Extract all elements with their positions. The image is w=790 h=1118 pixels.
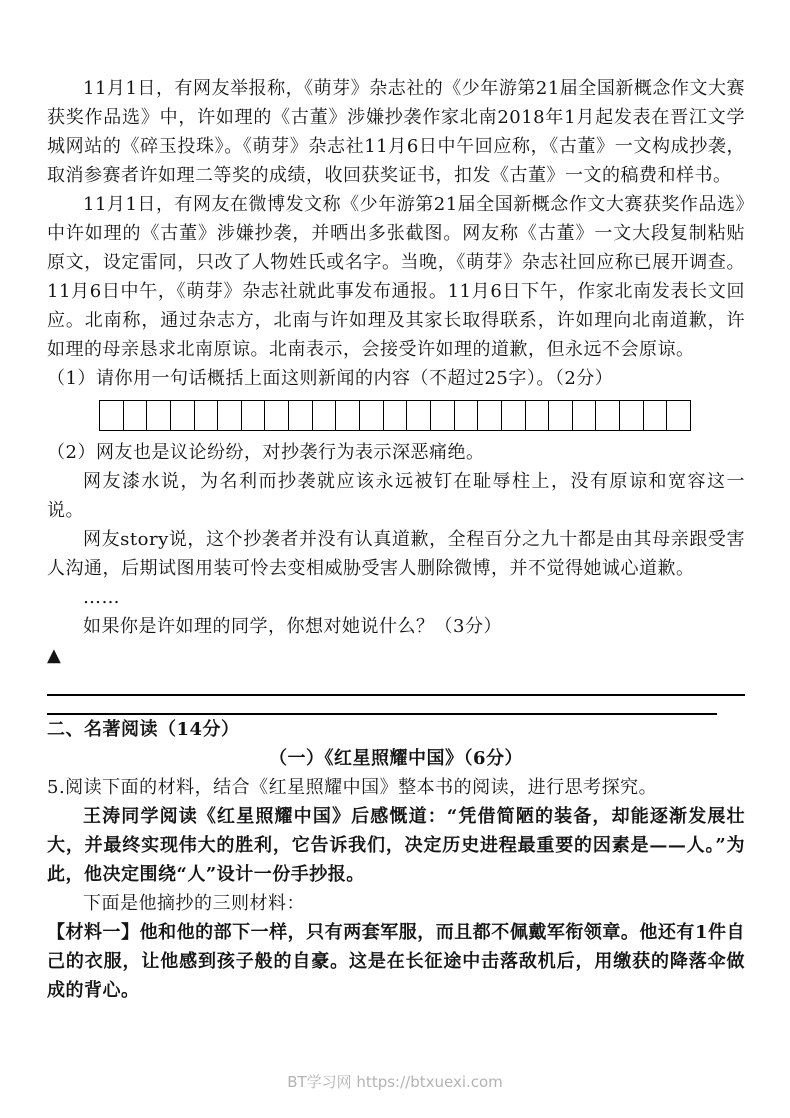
netizen-comment-1: 网友漆水说，为名利而抄袭就应该永远被钉在耻辱柱上，没有原谅和宽容这一说。 — [47, 471, 745, 521]
answer-cell[interactable] — [336, 400, 360, 431]
answer-cell[interactable] — [313, 400, 337, 431]
answer-cell[interactable] — [407, 400, 431, 431]
answer-cell[interactable] — [195, 400, 219, 431]
material-1-paragraph: 【材料一】他和他的部下一样，只有两套军服，而且都不佩戴军衔领章。他还有1件自己的衣服，让他感到孩子般的自豪。这是在长征途中击落敌机后，用缴获的降落伞做成的背心。 — [47, 922, 745, 1001]
answer-cell[interactable] — [360, 400, 384, 431]
answer-cell[interactable] — [99, 400, 124, 431]
section-2-subtitle: （一）《红星照耀中国》（6分） — [268, 748, 524, 769]
answer-cell[interactable] — [549, 400, 573, 431]
wangtao-paragraph: 王涛同学阅读《红星照耀中国》后感慨道：“凭借简陋的装备，却能逐渐发展壮大，并最终实现伟大的胜利，它告诉我们，决定历史进程最重要的因素是——人。”为此，他决定围绕“人”设计一份手抄报。 — [47, 806, 745, 885]
answer-cell[interactable] — [502, 400, 526, 431]
ellipsis-line: …… — [83, 587, 120, 608]
answer-cell[interactable] — [667, 400, 691, 431]
answer-marker-triangle: ▲ — [47, 645, 62, 666]
news-paragraph-2: 11月1日，有网友在微博发文称《少年游第21届全国新概念作文大赛获奖作品选》中许如理的《古董》涉嫌抄袭，并晒出多张截图。网友称《古董》一文大段复制粘贴原文，设定雷同，只改了人物姓氏或名字。当晚，《萌芽》杂志社回应称已展开调查。11月6日中午，《萌芽》杂志社就此事发布通报。11月6日下午，作家北南发表长文回应。北南称，通过杂志方，北南与许如理及其家长取得联系，许如理向北南道歉，许如理的母亲恳求北南原谅。北南表示，会接受许如理的道歉，但永远不会原谅。 — [47, 194, 745, 360]
answer-cell[interactable] — [171, 400, 195, 431]
answer-cell[interactable] — [124, 400, 148, 431]
answer-cell[interactable] — [242, 400, 266, 431]
question-2-intro: （2）网友也是议论纷纷，对抄袭行为表示深恶痛绝。 — [47, 442, 485, 463]
answer-cell[interactable] — [431, 400, 455, 431]
divider-line-1 — [47, 694, 745, 696]
answer-cell[interactable] — [147, 400, 171, 431]
answer-cell[interactable] — [455, 400, 479, 431]
netizen-comment-2: 网友story说，这个抄袭者并没有认真道歉，全程百分之九十都是由其母亲跟受害人沟通，后期试图用装可怜去变相威胁受害人删除微博，并不觉得她诚心道歉。 — [47, 529, 745, 579]
answer-cell[interactable] — [620, 400, 644, 431]
question-1: （1）请你用一句话概括上面这则新闻的内容（不超过25字）。（2分） — [47, 368, 614, 389]
question-2-prompt: 如果你是许如理的同学，你想对她说什么？（3分） — [83, 616, 502, 637]
answer-cell[interactable] — [384, 400, 408, 431]
answer-grid[interactable] — [99, 400, 691, 431]
answer-cell[interactable] — [478, 400, 502, 431]
answer-cell[interactable] — [573, 400, 597, 431]
watermark: BT学习网 https://btxuexi.com — [287, 1073, 503, 1091]
answer-cell[interactable] — [289, 400, 313, 431]
answer-cell[interactable] — [596, 400, 620, 431]
news-paragraph-1: 11月1日，有网友举报称，《萌芽》杂志社的《少年游第21届全国新概念作文大赛获奖作品选》中，许如理的《古董》涉嫌抄袭作家北南2018年1月起发表在晋江文学城网站的《碎玉投珠》。《萌芽》杂志社11月6日中午回应称，《古董》一文构成抄袭，取消参赛者许如理二等奖的成绩，收回获奖证书，扣发《古董》一文的稿费和样书。 — [47, 78, 745, 186]
answer-cell[interactable] — [526, 400, 550, 431]
question-5: 5.阅读下面的材料，结合《红星照耀中国》整本书的阅读，进行思考探究。 — [47, 777, 658, 798]
answer-cell[interactable] — [218, 400, 242, 431]
answer-cell[interactable] — [644, 400, 668, 431]
answer-cell[interactable] — [265, 400, 289, 431]
section-2-title: 二、名著阅读（14分） — [47, 719, 240, 740]
materials-intro: 下面是他摘抄的三则材料： — [83, 893, 305, 914]
